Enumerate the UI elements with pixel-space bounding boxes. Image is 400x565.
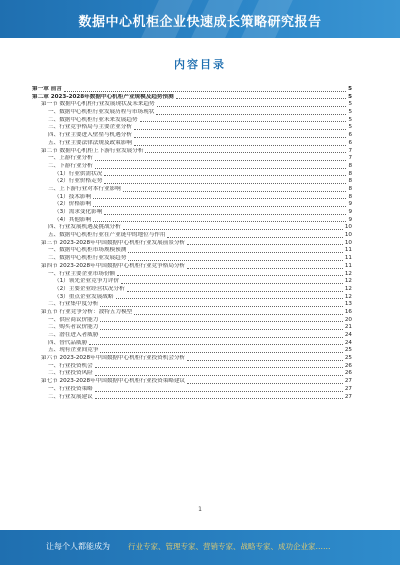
toc-entry-page: 24: [344, 339, 352, 346]
page-number: 1: [198, 506, 202, 513]
toc-entry-page: 12: [344, 278, 352, 285]
toc-entry[interactable]: [32, 163, 352, 171]
page-header: [0, 0, 400, 38]
toc-leader-dots: [95, 370, 343, 376]
toc-entry-label: 三、上下游行业对本行业影响: [48, 185, 121, 192]
toc-entry[interactable]: [32, 363, 352, 371]
toc-leader-dots: [156, 109, 346, 115]
toc-entry-page: 5: [348, 93, 352, 100]
toc-entry-label: 一、上游行业分析: [48, 155, 93, 162]
toc-entry-page: 5: [348, 101, 352, 108]
toc-entry[interactable]: [32, 140, 352, 148]
toc-entry-label: 第七节 2023-2028年中国数据中心机柜行业投资策略建议: [41, 378, 186, 385]
toc-entry-label: （2）价格影响: [54, 201, 92, 208]
toc-entry-page: 10: [344, 232, 352, 239]
toc-entry-page: 12: [344, 270, 352, 277]
toc-entry-label: （2）行业价格走势: [54, 178, 103, 185]
toc-entry[interactable]: [32, 278, 352, 286]
page-footer: [0, 530, 400, 565]
toc-entry-page: 13: [344, 301, 352, 308]
toc-entry-page: 8: [348, 170, 352, 177]
toc-entry-label: 五、数据中心机柜行业在产业链中的地位与作用: [48, 232, 166, 239]
toc-entry[interactable]: [32, 117, 352, 125]
toc-entry[interactable]: [32, 294, 352, 302]
toc-leader-dots: [104, 209, 346, 215]
toc-entry[interactable]: [32, 271, 352, 279]
toc-entry-page: 8: [348, 185, 352, 192]
toc-entry[interactable]: [32, 309, 352, 317]
toc-entry-label: 五、行业主要法律法规及政策影响: [48, 139, 132, 146]
report-title: 数据中心机柜企业快速成长策略研究报告: [78, 15, 322, 30]
toc-entry[interactable]: [32, 217, 352, 225]
toc-entry-page: 12: [344, 285, 352, 292]
toc-leader-dots: [100, 347, 343, 353]
toc-leader-dots: [104, 171, 346, 177]
toc-entry-page: 27: [344, 378, 352, 385]
toc-entry[interactable]: [32, 324, 352, 332]
toc-entry[interactable]: [32, 340, 352, 348]
toc-entry-page: 5: [348, 86, 352, 92]
toc-leader-dots: [89, 340, 343, 346]
toc-leader-dots: [116, 294, 343, 300]
toc-entry[interactable]: [32, 301, 352, 309]
toc-entry[interactable]: [32, 186, 352, 194]
toc-entry-page: 5: [348, 109, 352, 116]
footer-slogan: 让每个人都能成为: [46, 542, 110, 551]
toc-entry-label: 二、购买者议价能力: [48, 324, 99, 331]
toc-entry-page: 6: [348, 139, 352, 146]
toc-entry-label: 第六节 2023-2028年中国数据中心机柜行业投资机会分析: [41, 355, 186, 362]
toc-leader-dots: [134, 140, 347, 146]
toc-entry-page: 9: [348, 216, 352, 223]
toc-entry-label: 二、数据中心机柜行业未来发展趋势: [48, 116, 138, 123]
toc-entry-label: 三、行业竞争格局与主要企业分析: [48, 124, 132, 131]
toc-leader-dots: [121, 278, 343, 284]
toc-entry-page: 8: [348, 193, 352, 200]
toc-entry-label: 一、行业投资策略: [48, 385, 93, 392]
toc-leader-dots: [100, 332, 343, 338]
toc-entry-page: 11: [344, 262, 352, 269]
toc-entry-label: 二、数据中心机柜行业发展趋势: [48, 255, 127, 262]
toc-entry-page: 5: [348, 124, 352, 131]
toc-leader-dots: [100, 317, 343, 323]
toc-entry-label: 四、行业发展机遇及挑战分析: [48, 224, 121, 231]
toc-entry-page: 16: [344, 308, 352, 315]
toc-entry[interactable]: [32, 355, 352, 363]
toc-leader-dots: [93, 194, 346, 200]
toc-leader-dots: [123, 224, 343, 230]
toc-entry-label: 第二节 数据中心机柜上下游行业发展分析: [41, 147, 144, 154]
toc-entry-label: （1）技术影响: [54, 193, 92, 200]
toc-leader-dots: [157, 101, 347, 107]
toc-entry-page: 10: [344, 239, 352, 246]
toc-entry-label: （2）主要企业经营状况分析: [54, 285, 125, 292]
toc-entry[interactable]: [32, 347, 352, 355]
toc-entry-page: 8: [348, 162, 352, 169]
toc-entry[interactable]: [32, 232, 352, 240]
toc-entry-label: （1）行业供需状况: [54, 170, 103, 177]
toc-entry[interactable]: [32, 247, 352, 255]
toc-entry-label: 一、数据中心机柜行业发展历程与市场现状: [48, 109, 155, 116]
toc-entry-label: 二、行业投资风险: [48, 370, 93, 377]
toc-leader-dots: [95, 163, 347, 169]
toc-leader-dots: [145, 148, 346, 154]
toc-leader-dots: [134, 132, 347, 138]
toc-leader-dots: [167, 232, 342, 238]
toc-entry-label: （4）其他影响: [54, 216, 92, 223]
toc-entry[interactable]: [32, 209, 352, 217]
toc-entry[interactable]: [32, 124, 352, 132]
toc-entry[interactable]: [32, 132, 352, 140]
toc-entry-page: 26: [344, 362, 352, 369]
toc-entry[interactable]: [32, 224, 352, 232]
toc-entry[interactable]: [32, 240, 352, 248]
table-of-contents: [32, 86, 352, 401]
toc-leader-dots: [176, 94, 346, 100]
toc-leader-dots: [117, 271, 343, 277]
toc-entry-label: 第一章 前言: [32, 86, 62, 92]
toc-entry-label: 一、供应商议价能力: [48, 316, 99, 323]
toc-entry-label: 四、行业主要进入壁垒与机遇分析: [48, 132, 132, 139]
toc-entry-page: 25: [344, 347, 352, 354]
toc-entry-page: 27: [344, 393, 352, 400]
toc-entry-page: 26: [344, 370, 352, 377]
toc-entry-page: 12: [344, 293, 352, 300]
toc-leader-dots: [134, 309, 343, 315]
toc-entry-label: 一、行业主要企业市场份额: [48, 270, 116, 277]
toc-leader-dots: [100, 324, 343, 330]
toc-leader-dots: [95, 155, 347, 161]
toc-entry-label: 第二章 2023-2028年数据中心机柜产业规模及趋势预测: [32, 93, 174, 100]
toc-leader-dots: [123, 186, 347, 192]
toc-entry-page: 9: [348, 201, 352, 208]
toc-entry-page: 7: [348, 155, 352, 162]
toc-entry-label: 二、行业集中度分析: [48, 301, 99, 308]
toc-leader-dots: [187, 240, 343, 246]
toc-entry[interactable]: [32, 109, 352, 117]
toc-entry-label: 第一节 数据中心机柜行业发展现状及未来趋势: [41, 101, 155, 108]
toc-leader-dots: [134, 124, 347, 130]
toc-entry[interactable]: [32, 171, 352, 179]
toc-entry-page: 24: [344, 332, 352, 338]
toc-entry-label: 二、行业发展建议: [48, 393, 93, 400]
toc-entry-label: 第五节 行业竞争分析：波特五力模型: [41, 308, 133, 315]
toc-leader-dots: [187, 378, 343, 384]
toc-entry-label: 五、现有企业间竞争: [48, 347, 99, 354]
toc-leader-dots: [187, 263, 343, 269]
toc-leader-dots: [128, 247, 343, 253]
toc-entry[interactable]: [32, 332, 352, 340]
toc-entry[interactable]: [32, 155, 352, 163]
toc-entry[interactable]: [32, 286, 352, 294]
toc-entry[interactable]: [32, 178, 352, 186]
toc-entry[interactable]: [32, 101, 352, 109]
toc-leader-dots: [187, 355, 343, 361]
toc-entry-page: 20: [344, 316, 352, 323]
toc-entry-page: 25: [344, 355, 352, 362]
toc-entry-label: 四、替代品威胁: [48, 339, 88, 346]
toc-entry[interactable]: [32, 370, 352, 378]
toc-entry-label: 二、下游行业分析: [48, 162, 93, 169]
toc-leader-dots: [127, 286, 343, 292]
toc-leader-dots: [95, 363, 343, 369]
toc-entry-label: 第四节 2023-2028年中国数据中心机柜行业竞争格局分析: [41, 262, 186, 269]
toc-entry-label: 第三节 2023-2028年中国数据中心机柜行业发展前景分析: [41, 239, 186, 246]
toc-entry-label: （3）需求变化影响: [54, 209, 103, 215]
toc-leader-dots: [95, 394, 343, 400]
toc-leader-dots: [95, 386, 343, 392]
toc-leader-dots: [100, 301, 343, 307]
toc-leader-dots: [93, 201, 346, 207]
toc-entry-page: 7: [348, 147, 352, 154]
toc-entry-page: 21: [344, 324, 352, 331]
toc-entry-page: 9: [348, 209, 352, 215]
toc-leader-dots: [104, 178, 346, 184]
toc-entry-page: 11: [344, 255, 352, 262]
toc-entry-label: 一、数据中心机柜市场规模预测: [48, 247, 127, 254]
toc-entry-page: 8: [348, 178, 352, 185]
toc-entry[interactable]: [32, 255, 352, 263]
footer-tagline: 行业专家、管理专家、营销专家、战略专家、成功企业家……: [128, 542, 331, 551]
toc-entry-page: 5: [348, 116, 352, 123]
toc-leader-dots: [93, 217, 346, 223]
toc-heading: 内容目录: [174, 58, 226, 71]
toc-entry[interactable]: [32, 148, 352, 156]
toc-entry[interactable]: [32, 317, 352, 325]
toc-entry-page: 27: [344, 385, 352, 392]
toc-entry-label: 三、潜在进入者威胁: [48, 332, 99, 338]
toc-leader-dots: [128, 255, 343, 261]
toc-entry-page: 6: [348, 132, 352, 139]
toc-entry[interactable]: [32, 201, 352, 209]
toc-entry[interactable]: [32, 386, 352, 394]
toc-leader-dots: [140, 117, 347, 123]
toc-entry[interactable]: [32, 194, 352, 202]
toc-entry[interactable]: [32, 86, 352, 94]
toc-entry[interactable]: [32, 378, 352, 386]
toc-entry-page: 10: [344, 224, 352, 231]
toc-leader-dots: [64, 86, 346, 92]
toc-entry-page: 11: [344, 247, 352, 254]
toc-entry-label: 一、行业投资机会: [48, 362, 93, 369]
toc-entry-label: （3）重点企业发展战略: [54, 293, 114, 300]
toc-entry[interactable]: [32, 263, 352, 271]
toc-entry[interactable]: [32, 94, 352, 102]
toc-entry[interactable]: [32, 394, 352, 402]
toc-entry-label: （1）领先企业竞争力评价: [54, 278, 120, 285]
